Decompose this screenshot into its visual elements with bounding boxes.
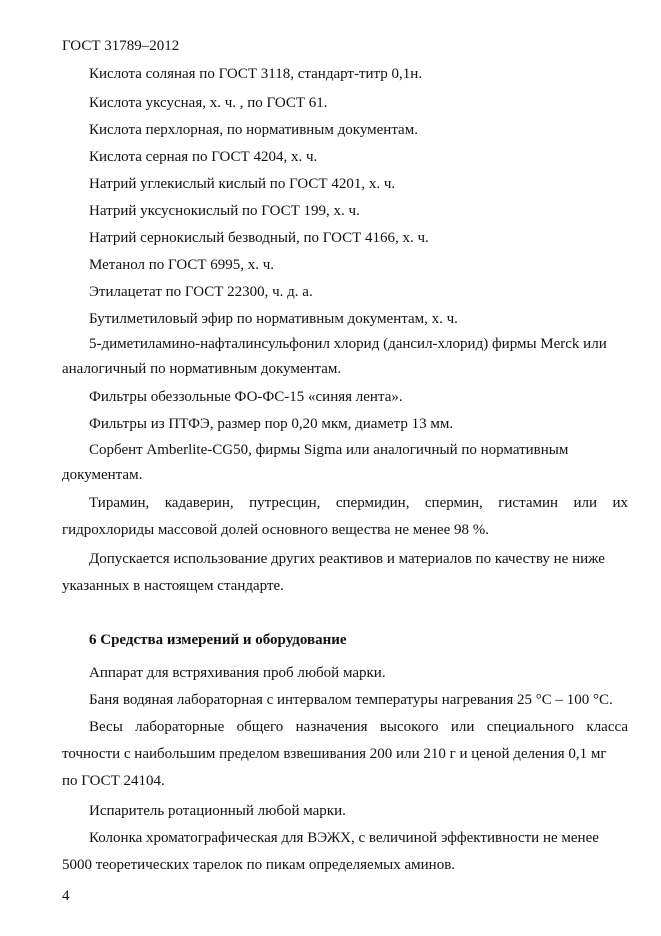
column-line-1: Колонка хроматографическая для ВЭЖХ, с величиной эффективности не менее	[89, 830, 599, 846]
scales-line-3: по ГОСТ 24104.	[62, 773, 165, 789]
reagent-line: Натрий углекислый кислый по ГОСТ 4201, х. ч.	[89, 176, 396, 192]
document-header: ГОСТ 31789–2012	[62, 38, 180, 54]
sorbent-line-1: Сорбент Amberlite-CG50, фирмы Sigma или аналогичный по нормативным	[89, 442, 569, 458]
column-line-2: 5000 теоретических тарелок по пикам определяемых аминов.	[62, 857, 456, 873]
allowed-line-1: Допускается использование других реактивов и материалов по качеству не ниже	[89, 551, 605, 567]
reagent-line: Натрий уксуснокислый по ГОСТ 199, х. ч.	[89, 203, 360, 219]
dansyl-line-1: 5-диметиламино-нафталинсульфонил хлорид (дансил-хлорид) фирмы Merck или	[89, 336, 607, 352]
allowed-line-2: указанных в настоящем стандарте.	[62, 578, 284, 594]
sorbent-line-2: документам.	[62, 467, 143, 483]
section-title: 6 Средства измерений и оборудование	[89, 632, 347, 648]
amines-line-2: гидрохлориды массовой долей основного вещества не менее 98 %.	[62, 522, 489, 538]
reagent-line: Кислота перхлорная, по нормативным документам.	[89, 122, 418, 138]
filters-line-2: Фильтры из ПТФЭ, размер пор 0,20 мкм, диаметр 13 мм.	[89, 416, 454, 432]
reagent-line: Бутилметиловый эфир по нормативным документам, х. ч.	[89, 311, 458, 327]
evaporator-line: Испаритель ротационный любой марки.	[89, 803, 346, 819]
reagent-line: Кислота соляная по ГОСТ 3118, стандарт-титр 0,1н.	[89, 66, 423, 82]
bath-line: Баня водяная лабораторная с интервалом температуры нагревания 25 °С – 100 °С.	[89, 692, 613, 708]
reagent-line: Кислота серная по ГОСТ 4204, х. ч.	[89, 149, 318, 165]
amines-line-1: Тирамин, кадаверин, путресцин, спермидин, спермин, гистамин или их	[89, 495, 628, 511]
scales-line-1: Весы лабораторные общего назначения высокого или специального класса	[89, 719, 628, 735]
reagent-line: Кислота уксусная, х. ч. , по ГОСТ 61.	[89, 95, 328, 111]
scales-line-2: точности с наибольшим пределом взвешивания 200 или 210 г и ценой деления 0,1 мг	[62, 746, 607, 762]
filters-line-1: Фильтры обеззольные ФО-ФС-15 «синяя лента».	[89, 389, 403, 405]
equipment-line: Аппарат для встряхивания проб любой марки.	[89, 665, 386, 681]
reagent-line: Этилацетат по ГОСТ 22300, ч. д. а.	[89, 284, 313, 300]
reagent-line: Натрий сернокислый безводный, по ГОСТ 4166, х. ч.	[89, 230, 429, 246]
page-number: 4	[62, 888, 70, 904]
dansyl-line-2: аналогичный по нормативным документам.	[62, 361, 342, 377]
reagent-line: Метанол по ГОСТ 6995, х. ч.	[89, 257, 275, 273]
